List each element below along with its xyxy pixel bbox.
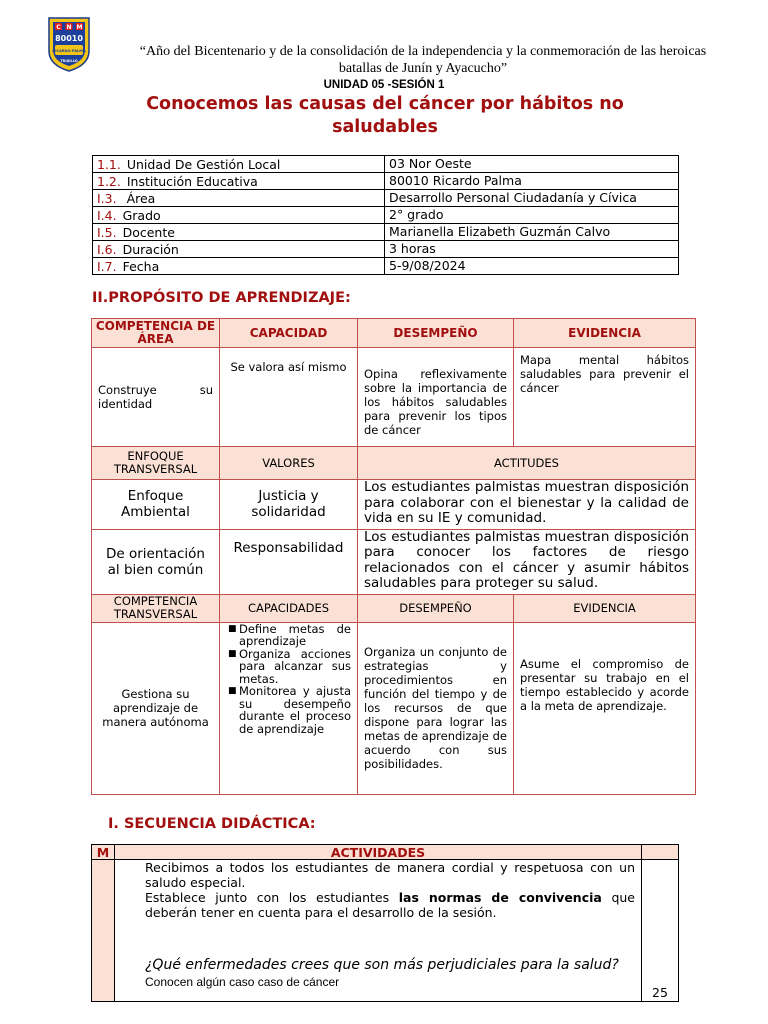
list-item: ■ Define metas de aprendizaje (228, 623, 351, 648)
header-m: M (92, 845, 115, 860)
capacidades-list (228, 623, 351, 736)
school-logo (46, 15, 92, 73)
svg-text:RICARDO PALMA: RICARDO PALMA (52, 49, 86, 53)
info-row (93, 173, 679, 190)
enfoque-actitud: Los estudiantes palmistas muestran disposición para conocer los factores de riesgo relacionados con el cáncer y asumir hábitos saludables para proteger su salud. (358, 529, 696, 594)
logo-number: 80010 (55, 34, 83, 43)
header-competencia-transversal: COMPETENCIA TRANSVERSAL (92, 594, 220, 622)
info-value: 2° grado (385, 207, 679, 224)
header-valores: VALORES (220, 447, 358, 480)
info-number: 1.2. (97, 173, 121, 189)
year-motto: “Año del Bicentenario y de la consolidación de la independencia y la conmemoración de las heroicas batallas de Junín y Ayacucho” (139, 44, 707, 76)
info-row (93, 224, 679, 241)
info-row (93, 207, 679, 224)
info-label: Área (122, 190, 156, 206)
enfoque-name: Enfoque Ambiental (92, 480, 220, 530)
info-label: Duración (122, 241, 179, 257)
info-row (93, 190, 679, 207)
svg-text:C: C (56, 24, 61, 31)
time-minutes: 25 (642, 860, 679, 1002)
competencia-value: Construye su identidad (92, 348, 220, 447)
activity-welcome: Recibimos a todos los estudiantes de manera cordial y respetuosa con un saludo especial. (145, 860, 635, 890)
info-value: Marianella Elizabeth Guzmán Calvo (385, 224, 679, 241)
unit-session: UNIDAD 05 -SESIÓN 1 (323, 79, 445, 91)
capacidad-value: Se valora así mismo (220, 348, 358, 447)
activity-note: Conocen algún caso caso de cáncer (145, 975, 340, 989)
header-actitudes: ACTITUDES (358, 447, 696, 480)
moment-cell (92, 860, 115, 1002)
info-number: I.7. (97, 258, 117, 274)
didactic-sequence-table (91, 844, 679, 1002)
info-value: 5-9/08/2024 (385, 258, 679, 275)
section-title-proposito: II.PROPÓSITO DE APRENDIZAJE: (92, 290, 351, 306)
info-number: I.4. (97, 207, 117, 223)
enfoque-actitud: Los estudiantes palmistas muestran disposición para colaborar con el bienestar y la calidad de vida en su IE y comunidad. (358, 480, 696, 530)
info-label: Fecha (122, 258, 160, 274)
desempeno-value: Opina reflexivamente sobre la importancia de los hábitos saludables para prevenir los tipos de cáncer (358, 348, 514, 447)
enfoque-valor: Justicia y solidaridad (220, 480, 358, 530)
svg-text:N: N (66, 24, 72, 31)
info-label: Institución Educativa (126, 173, 258, 189)
info-row (93, 241, 679, 258)
header-actividades: ACTIVIDADES (115, 845, 642, 860)
header-evidencia: EVIDENCIA (514, 319, 696, 348)
enfoque-valor: Responsabilidad (220, 529, 358, 594)
info-value: Desarrollo Personal Ciudadanía y Cívica (385, 190, 679, 207)
list-item: ■ Monitorea y ajusta su desempeño durante el proceso de aprendizaje (228, 685, 351, 735)
header-enfoque: ENFOQUE TRANSVERSAL (92, 447, 220, 480)
info-value: 80010 Ricardo Palma (385, 173, 679, 190)
section-title-secuencia: I. SECUENCIA DIDÁCTICA: (108, 816, 316, 832)
list-item: ■ Organiza acciones para alcanzar sus metas. (228, 648, 351, 686)
general-info-table (92, 155, 679, 275)
evidencia-value: Mapa mental hábitos saludables para prevenir el cáncer (514, 348, 696, 447)
info-label: Docente (122, 224, 175, 240)
header-competencia-area: COMPETENCIA DE ÁREA (92, 319, 220, 348)
svg-text:TRUJILLO: TRUJILLO (60, 59, 78, 63)
info-number: I.3. (97, 190, 117, 206)
header-desempeno: DESEMPEÑO (358, 319, 514, 348)
info-label: Grado (122, 207, 161, 223)
info-row (93, 258, 679, 275)
session-title: Conocemos las causas del cáncer por hábitos no saludables (146, 94, 624, 137)
activities-cell (115, 860, 642, 1002)
info-value: 03 Nor Oeste (385, 156, 679, 173)
header-evidencia-transversal: EVIDENCIA (514, 594, 696, 622)
info-label: Unidad De Gestión Local (126, 156, 281, 172)
info-row (93, 156, 679, 173)
header-desempeno-transversal: DESEMPEÑO (358, 594, 514, 622)
svg-text:M: M (76, 24, 83, 31)
info-number: I.5. (97, 224, 117, 240)
info-number: 1.1. (97, 156, 121, 172)
transversal-competencia: Gestiona su aprendizaje de manera autónoma (92, 622, 220, 794)
activity-norms: Establece junto con los estudiantes las normas de convivencia que deberán tener en cuenta para el desarrollo de la sesión. (145, 890, 635, 920)
info-number: I.6. (97, 241, 117, 257)
guiding-question: ¿Qué enfermedades crees que son más perjudiciales para la salud? (145, 957, 619, 973)
learning-purpose-table (91, 318, 696, 795)
info-value: 3 horas (385, 241, 679, 258)
header-capacidades: CAPACIDADES (220, 594, 358, 622)
header-capacidad: CAPACIDAD (220, 319, 358, 348)
transversal-desempeno: Organiza un conjunto de estrategias y procedimientos en función del tiempo y de los recursos de que dispone para lograr las metas de aprendizaje de acuerdo con sus posibilidades. (358, 622, 514, 794)
transversal-evidencia: Asume el compromiso de presentar su trabajo en el tiempo establecido y acorde a la meta de aprendizaje. (514, 622, 696, 794)
enfoque-name: De orientación al bien común (92, 529, 220, 594)
